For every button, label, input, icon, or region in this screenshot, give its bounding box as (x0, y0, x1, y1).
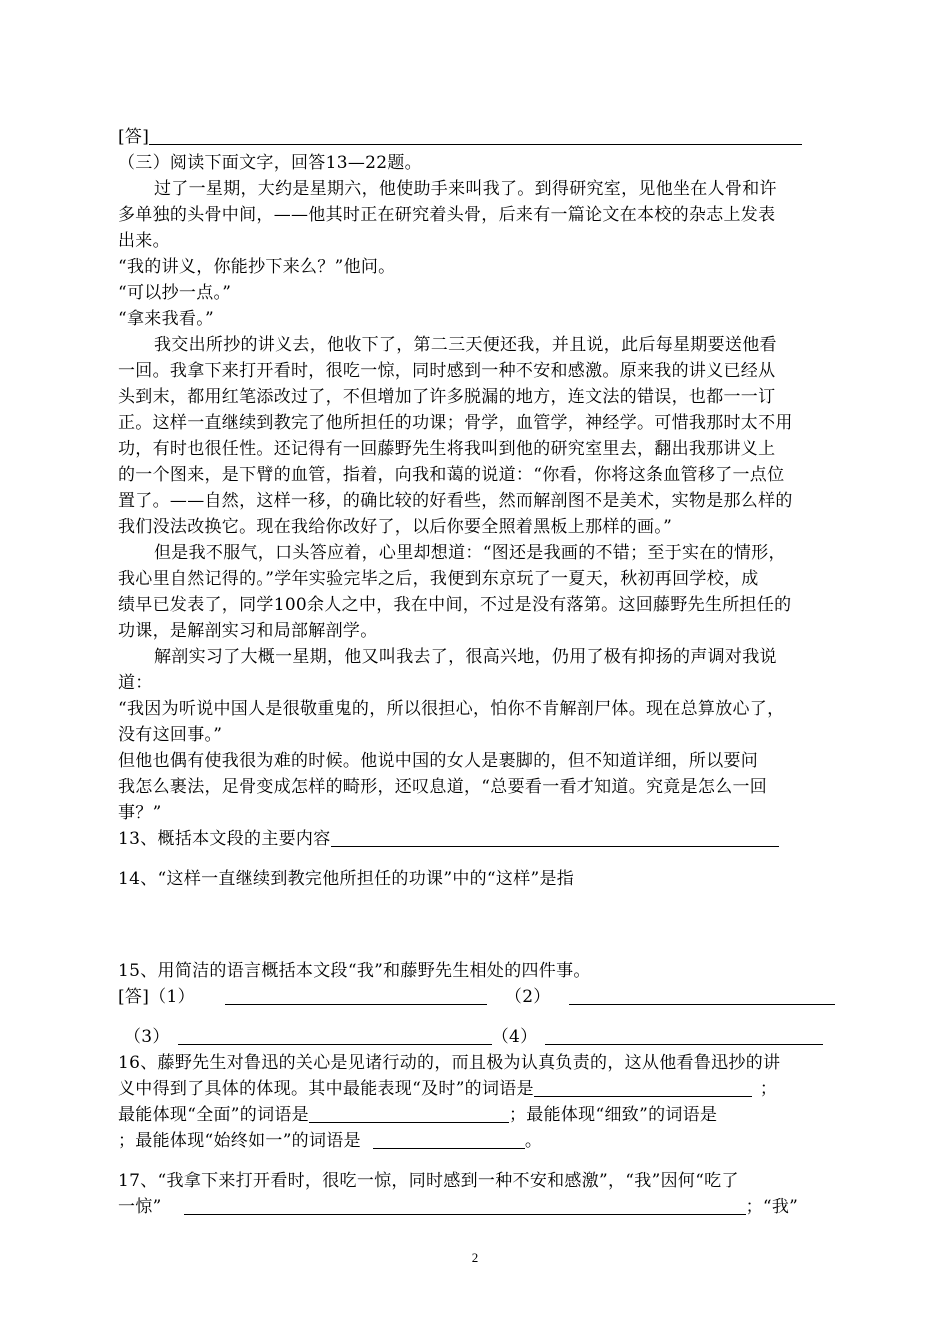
passage-line: 但是我不服气，口头答应着，心里却想道：“图还是我画的不错；至于实在的情形， (154, 543, 786, 563)
passage-line: 多单独的头骨中间，——他其时正在研究着头骨，后来有一篇论文在本校的杂志上发表 (118, 205, 776, 225)
question-14-text: 14、“这样一直继续到教完他所担任的功课”中的“这样”是指 (118, 869, 575, 889)
passage-line: “我的讲义，你能抄下来么？”他问。 (118, 257, 396, 277)
question-16-text-4: ；最能体现“始终如一”的词语是 (118, 1131, 361, 1151)
question-15-label-2: （2） (504, 987, 551, 1007)
question-15-answers-row2 (118, 1024, 840, 1050)
passage-line: “拿来我看。” (118, 309, 214, 329)
question-16-line-3 (118, 1102, 840, 1128)
passage-line: “可以抄一点。” (118, 283, 232, 303)
question-16-punct-4: 。 (524, 1131, 543, 1151)
question-16-blank-consistent[interactable] (373, 1128, 525, 1149)
passage-line: 出来。 (118, 231, 170, 251)
question-16-line-1: 16、藤野先生对鲁迅的关心是见诸行动的，而且极为认真负责的，这从他看鲁迅抄的讲 (118, 1053, 781, 1073)
question-15-label-4: （4） (491, 1027, 538, 1047)
passage-line: 功，有时也很任性。还记得有一回藤野先生将我叫到他的研究室里去，翻出我那讲义上 (118, 439, 776, 459)
question-17-text-2b: ；“我” (745, 1197, 799, 1217)
passage-line: 功课，是解剖实习和局部解剖学。 (118, 621, 378, 641)
question-15-answers-row1 (118, 984, 840, 1010)
question-15-blank-3[interactable] (178, 1024, 492, 1045)
question-15-text: 15、用简洁的语言概括本文段“我”和藤野先生相处的四件事。 (118, 961, 591, 981)
question-17-line-1: 17、“我拿下来打开看时，很吃一惊，同时感到一种不安和感激”，“我”因何“吃了 (118, 1171, 739, 1191)
passage-line: 我怎么裹法，足骨变成怎样的畸形，还叹息道，“总要看一看才知道。究竟是怎么一回 (118, 777, 768, 797)
passage-line: 事？” (118, 803, 162, 823)
question-16-line-2 (118, 1076, 840, 1102)
passage-line: “我因为听说中国人是很敬重鬼的，所以很担心，怕你不肯解剖尸体。现在总算放心了， (118, 699, 785, 719)
passage-line: 解剖实习了大概一星期，他又叫我去了，很高兴地，仍用了极有抑扬的声调对我说 (154, 647, 777, 667)
passage-line: 一回。我拿下来打开看时，很吃一惊，同时感到一种不安和感激。原来我的讲义已经从 (118, 361, 776, 381)
passage-line: 但他也偶有使我很为难的时候。他说中国的女人是裹脚的，但不知道详细，所以要问 (118, 751, 759, 771)
question-17-blank-1[interactable] (184, 1194, 746, 1215)
passage-line: 我们没法改换它。现在我给你改好了，以后你要全照着黑板上那样的画。” (118, 517, 673, 537)
passage-line: 头到末，都用红笔添改过了，不但增加了许多脱漏的地方，连文法的错误，也都一一订 (118, 387, 776, 407)
question-13 (118, 826, 840, 852)
passage-line: 道： (118, 673, 153, 693)
passage-line: 绩早已发表了，同学100余人之中，我在中间，不过是没有落第。这回藤野先生所担任的 (118, 595, 792, 615)
answer-line-previous (118, 124, 840, 150)
passage-line: 我交出所抄的讲义去，他收下了，第二三天便还我，并且说，此后每星期要送他看 (154, 335, 777, 355)
question-17-line-2 (118, 1194, 840, 1220)
answer-prefix: [答] (118, 127, 150, 147)
passage-line: 正。这样一直继续到教完了他所担任的功课；骨学，血管学，神经学。可惜我那时太不用 (118, 413, 793, 433)
document-page (118, 124, 840, 1220)
question-13-text: 13、概括本文段的主要内容 (118, 829, 331, 849)
passage-line: 置了。——自然，这样一移，的确比较的好看些，然而解剖图不是美术，实物是那么样的 (118, 491, 793, 511)
question-15-blank-4[interactable] (545, 1024, 823, 1045)
passage-line: 的一个图来，是下臂的血管，指着，向我和蔼的说道：“你看，你将这条血管移了一点位 (118, 465, 785, 485)
question-16-blank-timely[interactable] (534, 1076, 752, 1097)
question-16-text-3: 最能体现“全面”的词语是 (118, 1105, 309, 1125)
question-17-text-2: 一惊” (118, 1197, 162, 1217)
question-13-answer-blank[interactable] (331, 826, 779, 847)
passage-line: 没有这回事。” (118, 725, 223, 745)
answer-blank[interactable] (149, 124, 802, 145)
question-15-label-3: （3） (124, 1027, 170, 1047)
question-15-answer-prefix: [答]（1） (118, 987, 195, 1007)
question-16-text-3b: ；最能体现“细致”的词语是 (508, 1105, 718, 1125)
question-15-blank-1[interactable] (225, 984, 487, 1005)
page-number: 2 (471, 1250, 479, 1265)
section-heading: （三）阅读下面文字，回答13—22题。 (118, 153, 422, 173)
question-16-text-2: 义中得到了具体的体现。其中最能表现“及时”的词语是 (118, 1079, 534, 1099)
question-16-punct-2: ； (759, 1079, 778, 1099)
passage-line: 过了一星期，大约是星期六，他使助手来叫我了。到得研究室，见他坐在人骨和许 (154, 179, 777, 199)
question-16-blank-comprehensive[interactable] (309, 1102, 509, 1123)
question-16-line-4 (118, 1128, 840, 1154)
passage-line: 我心里自然记得的。”学年实验完毕之后，我便到东京玩了一夏天，秋初再回学校，成 (118, 569, 759, 589)
question-15-blank-2[interactable] (569, 984, 835, 1005)
reading-passage (118, 176, 840, 826)
